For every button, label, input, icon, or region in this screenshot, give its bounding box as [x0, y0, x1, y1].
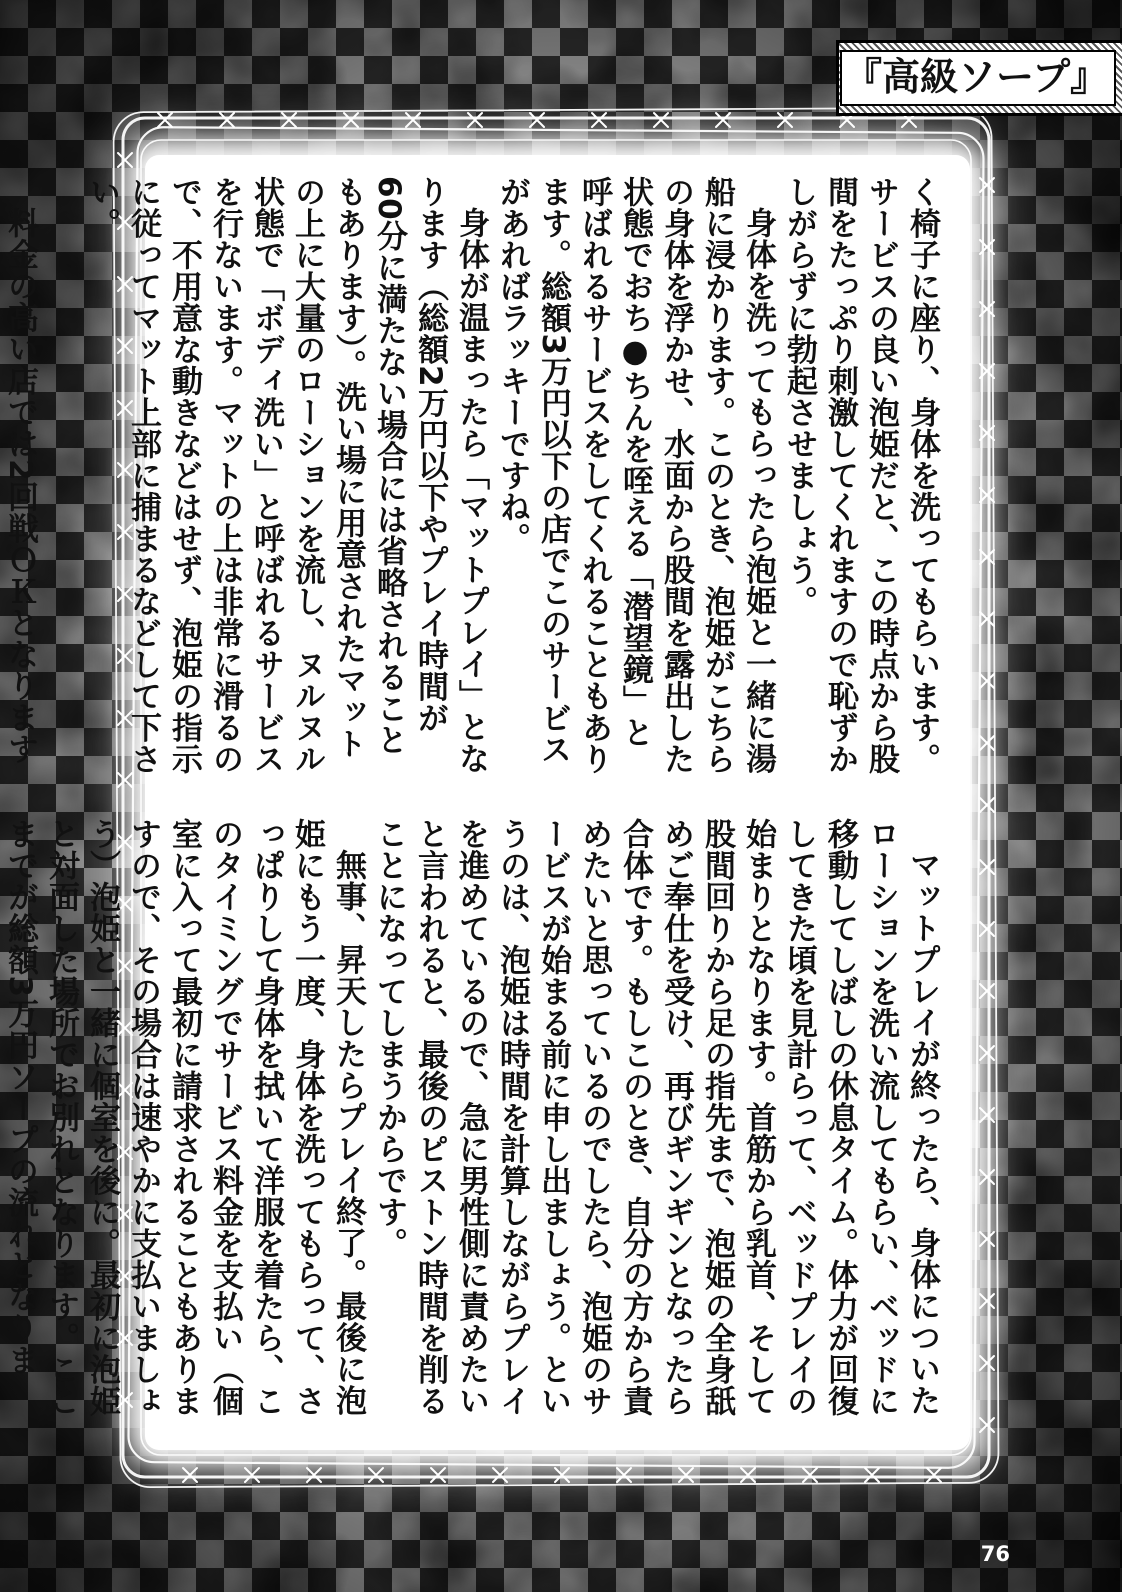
section-title: 『高級ソープ』	[840, 50, 1116, 106]
paragraph: マットプレイが終ったら、身体についたローションを洗い流してもらい、ベッドに移動してしばしの休息タイム。体力が回復してきた頃を見計らって、ベッドプレイの始まりとなります。首筋から乳首、そして股間回りから足の指先まで、泡姫の全身舐めご奉仕を受け、再びギンギンとなったら合体です。もしこのとき、自分の方から責めたいと思っているのでしたら、泡姫のサービスが始まる前に申し出ましょう。というのは、泡姫は時間を計算しながらプレイを進めているので、急に男性側に責めたいと言われると、最後のピストン時間を削ることになってしまうからです。	[371, 818, 940, 1417]
paragraph: 身体を洗ってもらったら泡姫と一緒に湯船に浸かります。このとき、泡姫がこちらの身体を浮かせ、水面から股間を露出した状態でおち●ちんを咥える「潜望鏡」と呼ばれるサービスをしてくれることもあります。総額3万円以下の店でこのサービスがあればラッキーですね。	[494, 176, 776, 775]
section-header	[836, 40, 1122, 116]
upper-text-block	[2, 176, 942, 776]
lower-text-block	[2, 818, 942, 1418]
paragraph: 料金の高い店では2回戦ＯＫとなります	[2, 207, 38, 765]
page-number: 76	[980, 1542, 1010, 1566]
paragraph: 無事、昇天したらプレイ終了。最後に泡姫にもう一度、身体を洗ってもらって、さっぱりして身体を拭いて洋服を着たら、このタイミングでサービス料金を支払い（個室に入って最初に請求されることもありますので、その場合は速やかに支払いましょう）泡姫と一緒に個室を後に。最初に泡姫と対面した場所でお別れとなります。ここまでが総額3万円ソープの流れとなりま	[2, 818, 366, 1417]
paragraph: く椅子に座り、身体を洗ってもらいます。サービスの良い泡姫だと、この時点から股間をたっぷり刺激してくれますので恥ずかしがらずに勃起させましょう。	[781, 176, 940, 775]
paragraph: 身体が温まったら「マットプレイ」となります（総額2万円以下やプレイ時間が60分に満たない場合には省略されることもあります）。洗い場に用意されたマットの上に大量のローションを流し、ヌルヌル状態で「ボディ洗い」と呼ばれるサービスを行ないます。マットの上は非常に滑るので、不用意な動きなどはせず、泡姫の指示に従ってマット上部に捕まるなどして下さい。	[84, 176, 489, 775]
